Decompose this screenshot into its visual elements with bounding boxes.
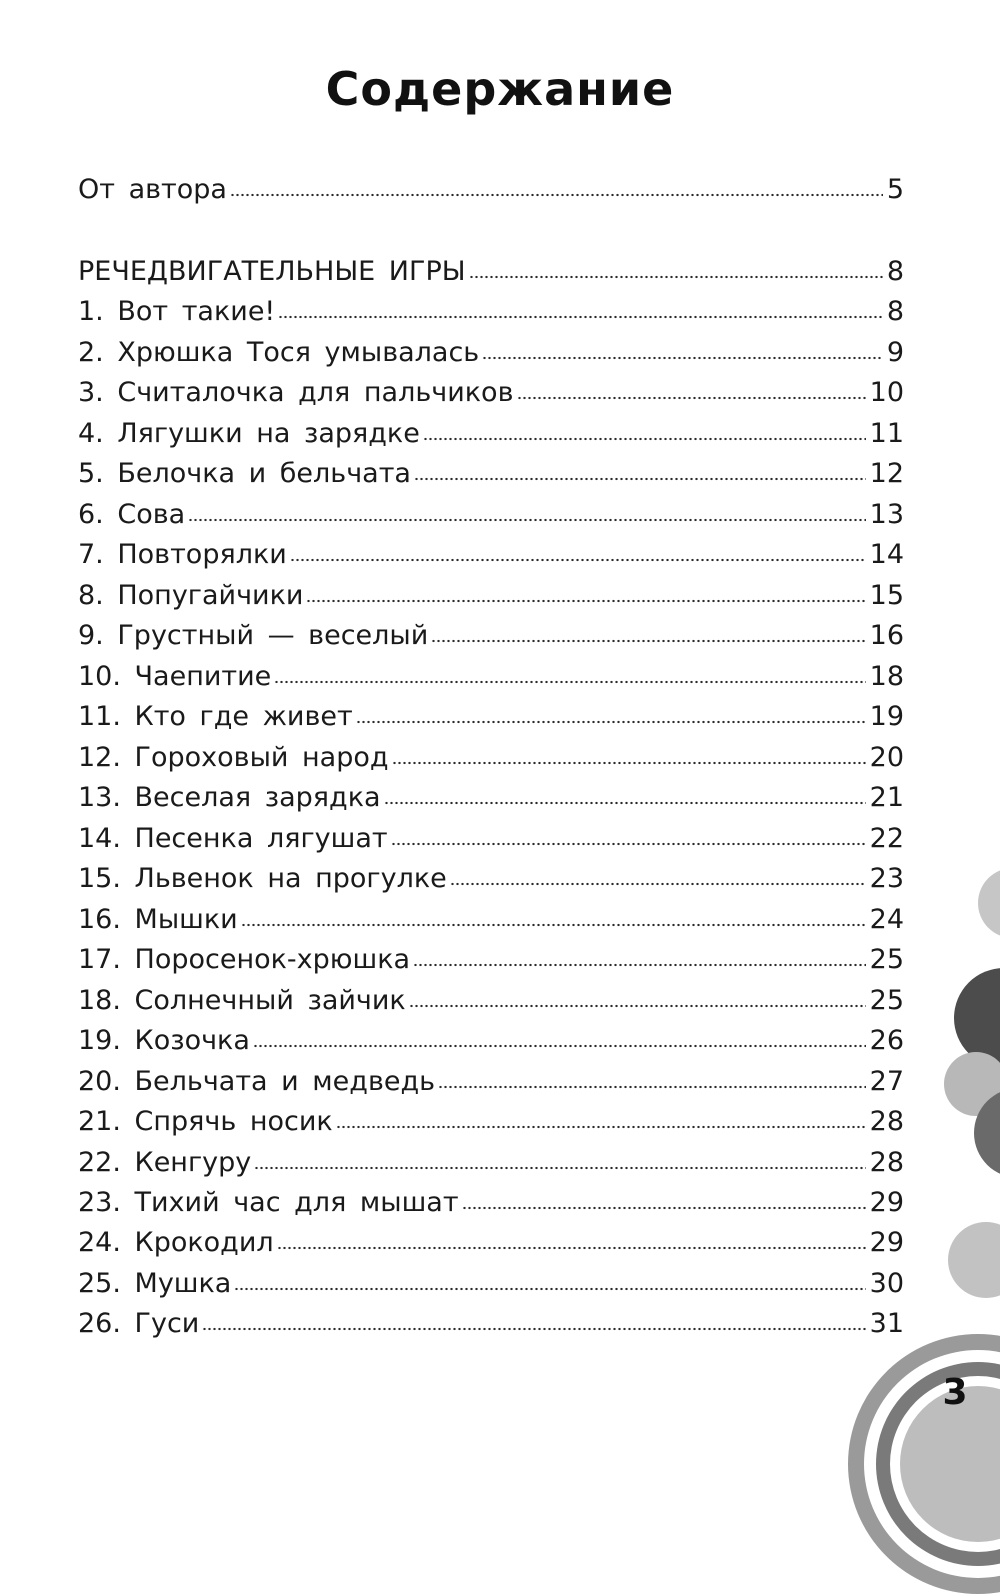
toc-entry-page: 15 bbox=[869, 580, 904, 611]
toc-entry-page: 27 bbox=[869, 1066, 904, 1097]
dot-leader bbox=[423, 437, 866, 441]
toc-entry[interactable] bbox=[78, 373, 904, 413]
dot-leader bbox=[450, 882, 866, 886]
toc-section-heading[interactable] bbox=[78, 252, 904, 292]
toc-entry-page: 9 bbox=[886, 337, 904, 368]
toc-entry-label: 20. Бельчата и медведь bbox=[78, 1066, 436, 1097]
toc-entry-page: 8 bbox=[886, 256, 904, 287]
toc-entry-label: 19. Козочка bbox=[78, 1025, 250, 1056]
toc-entry-page: 30 bbox=[869, 1268, 904, 1299]
toc-entry[interactable] bbox=[78, 778, 904, 818]
toc-entry-page: 23 bbox=[869, 863, 904, 894]
toc-entry-page: 28 bbox=[869, 1106, 904, 1137]
toc-entry[interactable] bbox=[78, 414, 904, 454]
toc-entry-page: 12 bbox=[869, 458, 904, 489]
dot-leader bbox=[438, 1085, 866, 1089]
dot-leader bbox=[277, 1246, 866, 1250]
toc-entry-page: 28 bbox=[869, 1147, 904, 1178]
toc-entry-label: 1. Вот такие! bbox=[78, 296, 276, 327]
toc-entry-page: 8 bbox=[886, 296, 904, 327]
toc-entry-page: 29 bbox=[869, 1227, 904, 1258]
toc-entry-label: 10. Чаепитие bbox=[78, 661, 272, 692]
toc-entry[interactable] bbox=[78, 1223, 904, 1263]
toc-entry-page: 13 bbox=[869, 499, 904, 530]
toc-entry[interactable] bbox=[78, 900, 904, 940]
toc-entry[interactable] bbox=[78, 1021, 904, 1061]
toc-entry[interactable] bbox=[78, 576, 904, 616]
decorative-circle bbox=[948, 1222, 1000, 1298]
toc-entry[interactable] bbox=[78, 1264, 904, 1304]
dot-leader bbox=[202, 1327, 865, 1331]
toc-entry[interactable] bbox=[78, 697, 904, 737]
dot-leader bbox=[482, 356, 883, 360]
toc-entry-label: 25. Мушка bbox=[78, 1268, 232, 1299]
toc-entry-label: 7. Повторялки bbox=[78, 539, 287, 570]
toc-entry-author[interactable] bbox=[78, 170, 904, 210]
toc-entry-label: 2. Хрюшка Тося умывалась bbox=[78, 337, 480, 368]
dot-leader bbox=[254, 1166, 865, 1170]
toc-entry[interactable] bbox=[78, 819, 904, 859]
toc-entry[interactable] bbox=[78, 738, 904, 778]
toc-entry[interactable] bbox=[78, 1143, 904, 1183]
toc-entry-label: 26. Гуси bbox=[78, 1308, 200, 1339]
toc-entry-label: 9. Грустный — веселый bbox=[78, 620, 429, 651]
dot-leader bbox=[253, 1044, 866, 1048]
toc-entry-label: 8. Попугайчики bbox=[78, 580, 304, 611]
dot-leader bbox=[392, 761, 866, 765]
toc-entry-label: 17. Поросенок-хрюшка bbox=[78, 944, 411, 975]
decorative-circle bbox=[978, 868, 1000, 938]
toc-entry-label: 21. Спрячь носик bbox=[78, 1106, 333, 1137]
toc-entry-page: 18 bbox=[869, 661, 904, 692]
toc-entry-label: 23. Тихий час для мышат bbox=[78, 1187, 459, 1218]
toc-entry-label: От автора bbox=[78, 174, 227, 205]
toc-entry-label: 3. Считалочка для пальчиков bbox=[78, 377, 514, 408]
dot-leader bbox=[230, 193, 883, 197]
dot-leader bbox=[306, 599, 865, 603]
toc-entry-label: 13. Веселая зарядка bbox=[78, 782, 381, 813]
toc-entry[interactable] bbox=[78, 859, 904, 899]
dot-leader bbox=[413, 963, 866, 967]
toc-entry[interactable] bbox=[78, 1102, 904, 1142]
dot-leader bbox=[356, 720, 866, 724]
toc-entry-label: 4. Лягушки на зарядке bbox=[78, 418, 420, 449]
toc-entry[interactable] bbox=[78, 495, 904, 535]
dot-leader bbox=[384, 801, 866, 805]
toc-entry-page: 31 bbox=[869, 1308, 904, 1339]
toc-entry-label: РЕЧЕДВИГАТЕЛЬНЫЕ ИГРЫ bbox=[78, 256, 466, 287]
toc-entry[interactable] bbox=[78, 535, 904, 575]
toc-entry-page: 20 bbox=[869, 742, 904, 773]
dot-leader bbox=[241, 923, 866, 927]
dot-leader bbox=[462, 1206, 866, 1210]
dot-leader bbox=[414, 477, 866, 481]
page-title: Содержание bbox=[325, 62, 675, 116]
dot-leader bbox=[391, 842, 866, 846]
toc-entry-page: 22 bbox=[869, 823, 904, 854]
toc-entry-page: 11 bbox=[869, 418, 904, 449]
toc-entry-label: 11. Кто где живет bbox=[78, 701, 353, 732]
toc-entry-page: 26 bbox=[869, 1025, 904, 1056]
toc-entry-page: 25 bbox=[869, 944, 904, 975]
dot-leader bbox=[290, 558, 866, 562]
toc-entry-label: 12. Гороховый народ bbox=[78, 742, 389, 773]
toc-entry[interactable] bbox=[78, 981, 904, 1021]
toc-entry[interactable] bbox=[78, 333, 904, 373]
toc-entry-label: 16. Мышки bbox=[78, 904, 238, 935]
toc-entry-page: 5 bbox=[886, 174, 904, 205]
toc-entry-page: 10 bbox=[869, 377, 904, 408]
toc-entry[interactable] bbox=[78, 1062, 904, 1102]
toc-entry-page: 14 bbox=[869, 539, 904, 570]
dot-leader bbox=[188, 518, 865, 522]
toc-entry-page: 16 bbox=[869, 620, 904, 651]
dot-leader bbox=[517, 396, 866, 400]
toc-entry-label: 14. Песенка лягушат bbox=[78, 823, 388, 854]
toc-entry-label: 6. Сова bbox=[78, 499, 186, 530]
toc-entry-page: 24 bbox=[869, 904, 904, 935]
toc-entry-page: 21 bbox=[869, 782, 904, 813]
dot-leader bbox=[234, 1287, 865, 1291]
toc-entry-page: 25 bbox=[869, 985, 904, 1016]
dot-leader bbox=[431, 639, 865, 643]
dot-leader bbox=[274, 680, 865, 684]
toc-entry[interactable] bbox=[78, 292, 904, 332]
dot-leader bbox=[409, 1004, 866, 1008]
toc-entry[interactable] bbox=[78, 657, 904, 697]
toc-entry-label: 24. Крокодил bbox=[78, 1227, 274, 1258]
toc-entry[interactable] bbox=[78, 1183, 904, 1223]
toc-entry[interactable] bbox=[78, 454, 904, 494]
toc-entry-page: 19 bbox=[869, 701, 904, 732]
toc-entry-label: 22. Кенгуру bbox=[78, 1147, 252, 1178]
dot-leader bbox=[469, 275, 883, 279]
page-number: 3 bbox=[942, 1372, 968, 1413]
dot-leader bbox=[278, 315, 883, 319]
toc-entry[interactable] bbox=[78, 940, 904, 980]
toc-entry-label: 5. Белочка и бельчата bbox=[78, 458, 411, 489]
toc-entry[interactable] bbox=[78, 1304, 904, 1344]
toc-entry-page: 29 bbox=[869, 1187, 904, 1218]
toc-entry[interactable] bbox=[78, 616, 904, 656]
dot-leader bbox=[336, 1125, 866, 1129]
toc-entry-label: 15. Львенок на прогулке bbox=[78, 863, 447, 894]
toc-entry-label: 18. Солнечный зайчик bbox=[78, 985, 406, 1016]
